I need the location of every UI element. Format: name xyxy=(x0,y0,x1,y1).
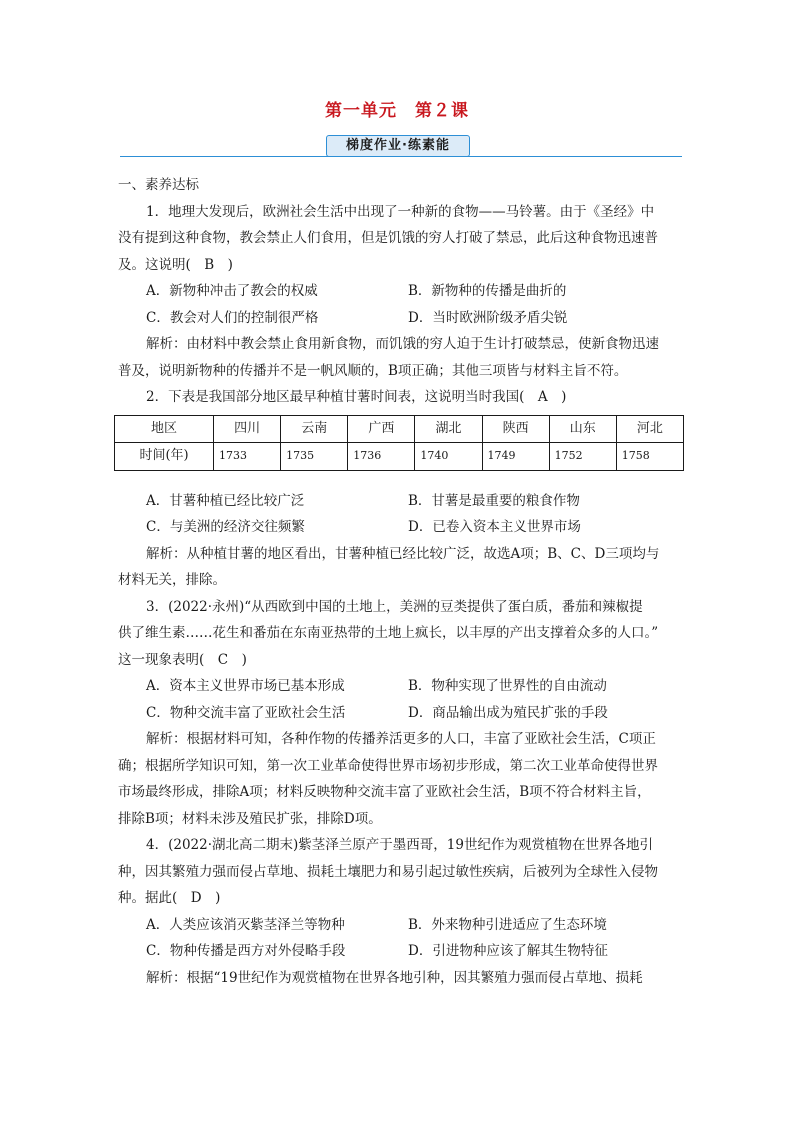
table-cell: 四川 xyxy=(214,415,281,443)
question-stem-line: 这一现象表明( C ) xyxy=(118,651,247,668)
option-a: A．甘薯种植已经比较广泛 xyxy=(146,492,305,509)
options-row xyxy=(118,278,680,305)
sweet-potato-table xyxy=(114,415,684,471)
analysis-line: 解析：从种植甘薯的地区看出，甘薯种植已经比较广泛，故选A项；B、C、D三项均与 xyxy=(146,545,660,562)
spacer xyxy=(118,475,680,488)
options-row xyxy=(118,488,680,515)
options-row xyxy=(118,912,680,939)
options-row xyxy=(118,938,680,965)
table-cell: 地区 xyxy=(115,415,214,443)
option-a: A．资本主义世界市场已基本形成 xyxy=(146,678,345,694)
question-1 xyxy=(118,199,680,385)
option-c: C．物种交流丰富了亚欧社会生活 xyxy=(146,704,346,721)
analysis-line: 解析：由材料中教会禁止食用新食物，而饥饿的穷人迫于生计打破禁忌，使新食物迅速 xyxy=(146,336,659,352)
question-stem-line: 4．(2022·湖北高二期末)紫茎泽兰原产于墨西哥，19世纪作为观赏植物在世界各地引 xyxy=(146,837,653,853)
analysis-line: 材料无关，排除。 xyxy=(118,572,226,588)
table-cell: 1758 xyxy=(616,443,683,471)
option-c: C．教会对人们的控制很严格 xyxy=(146,309,319,326)
question-stem-line: 供了维生素……花生和番茄在东南亚热带的土地上疯长，以丰厚的产出支撑着众多的人口。” xyxy=(118,625,659,641)
table-cell: 1740 xyxy=(415,443,482,471)
question-stem-line: 及。这说明( B ) xyxy=(118,256,233,273)
option-b: B．外来物种引进适应了生态环境 xyxy=(408,916,607,933)
options-row xyxy=(118,700,680,727)
exercise-content xyxy=(118,172,680,991)
option-a: A．新物种冲击了教会的权威 xyxy=(146,283,318,299)
table-row xyxy=(115,443,684,471)
lesson-title: 第一单元 第２课 xyxy=(325,101,469,121)
banner-label: 梯度作业·练素能 xyxy=(326,135,470,157)
analysis-line: 解析：根据“19世纪作为观赏植物在世界各地引种，因其繁殖力强而侵占草地、损耗 xyxy=(146,969,643,986)
table-cell: 1752 xyxy=(549,443,616,471)
analysis-line: 市场最终形成，排除A项；材料反映物种交流丰富了亚欧社会生活，B项不符合材料主旨， xyxy=(118,784,651,800)
option-d: D．已卷入资本主义世界市场 xyxy=(408,519,581,535)
options-row xyxy=(118,305,680,332)
section-heading: 一、素养达标 xyxy=(118,177,199,193)
analysis-line: 确；根据所学知识可知，第一次工业革命使得世界市场初步形成，第二次工业革命使得世界 xyxy=(118,757,658,774)
analysis-line: 解析：根据材料可知，各种作物的传播养活更多的人口，丰富了亚欧社会生活，C项正 xyxy=(146,731,656,747)
option-c: C．物种传播是西方对外侵略手段 xyxy=(146,943,346,959)
table-cell: 1736 xyxy=(348,443,415,471)
analysis-line: 排除B项；材料未涉及殖民扩张，排除D项。 xyxy=(118,810,382,827)
options-row xyxy=(118,514,680,541)
option-d: D．引进物种应该了解其生物特征 xyxy=(408,943,608,959)
table-header-row xyxy=(115,415,684,443)
question-stem-line: 2．下表是我国部分地区最早种植甘薯时间表，这说明当时我国( A ) xyxy=(146,389,567,405)
option-d: D．商品输出成为殖民扩张的手段 xyxy=(408,704,608,721)
question-2 xyxy=(118,384,680,594)
table-cell: 1735 xyxy=(281,443,348,471)
table-cell: 河北 xyxy=(616,415,683,443)
table-cell: 陕西 xyxy=(482,415,549,443)
options-row xyxy=(118,673,680,700)
table-cell: 湖北 xyxy=(415,415,482,443)
question-3 xyxy=(118,594,680,833)
option-b: B．新物种的传播是曲折的 xyxy=(408,283,567,299)
question-stem-line: 种。据此( D ) xyxy=(118,890,221,906)
option-b: B．甘薯是最重要的粮食作物 xyxy=(408,492,580,509)
table-cell: 时间(年) xyxy=(115,443,214,471)
banner-header xyxy=(120,132,682,162)
table-cell: 1733 xyxy=(214,443,281,471)
option-c: C．与美洲的经济交往频繁 xyxy=(146,519,305,535)
question-stem-line: 没有提到这种食物，教会禁止人们食用，但是饥饿的穷人打破了禁忌，此后这种食物迅速普 xyxy=(118,230,658,246)
option-a: A．人类应该消灭紫茎泽兰等物种 xyxy=(146,916,345,933)
question-stem-line: 1．地理大发现后，欧洲社会生活中出现了一种新的食物——马铃薯。由于《圣经》中 xyxy=(146,203,655,220)
table-cell: 广西 xyxy=(348,415,415,443)
analysis-line: 普及，说明新物种的传播并不是一帆风顺的，B项正确；其他三项皆与材料主旨不符。 xyxy=(118,362,628,379)
table-cell: 云南 xyxy=(281,415,348,443)
option-d: D．当时欧洲阶级矛盾尖锐 xyxy=(408,309,568,326)
option-b: B．物种实现了世界性的自由流动 xyxy=(408,678,607,694)
question-stem-line: 3．(2022·永州)“从西欧到中国的土地上，美洲的豆类提供了蛋白质，番茄和辣椒提 xyxy=(146,598,643,615)
table-cell: 1749 xyxy=(482,443,549,471)
question-stem-line: 种，因其繁殖力强而侵占草地、损耗土壤肥力和易引起过敏性疾病，后被列为全球性入侵物 xyxy=(118,863,658,880)
question-4 xyxy=(118,832,680,991)
table-cell: 山东 xyxy=(549,415,616,443)
